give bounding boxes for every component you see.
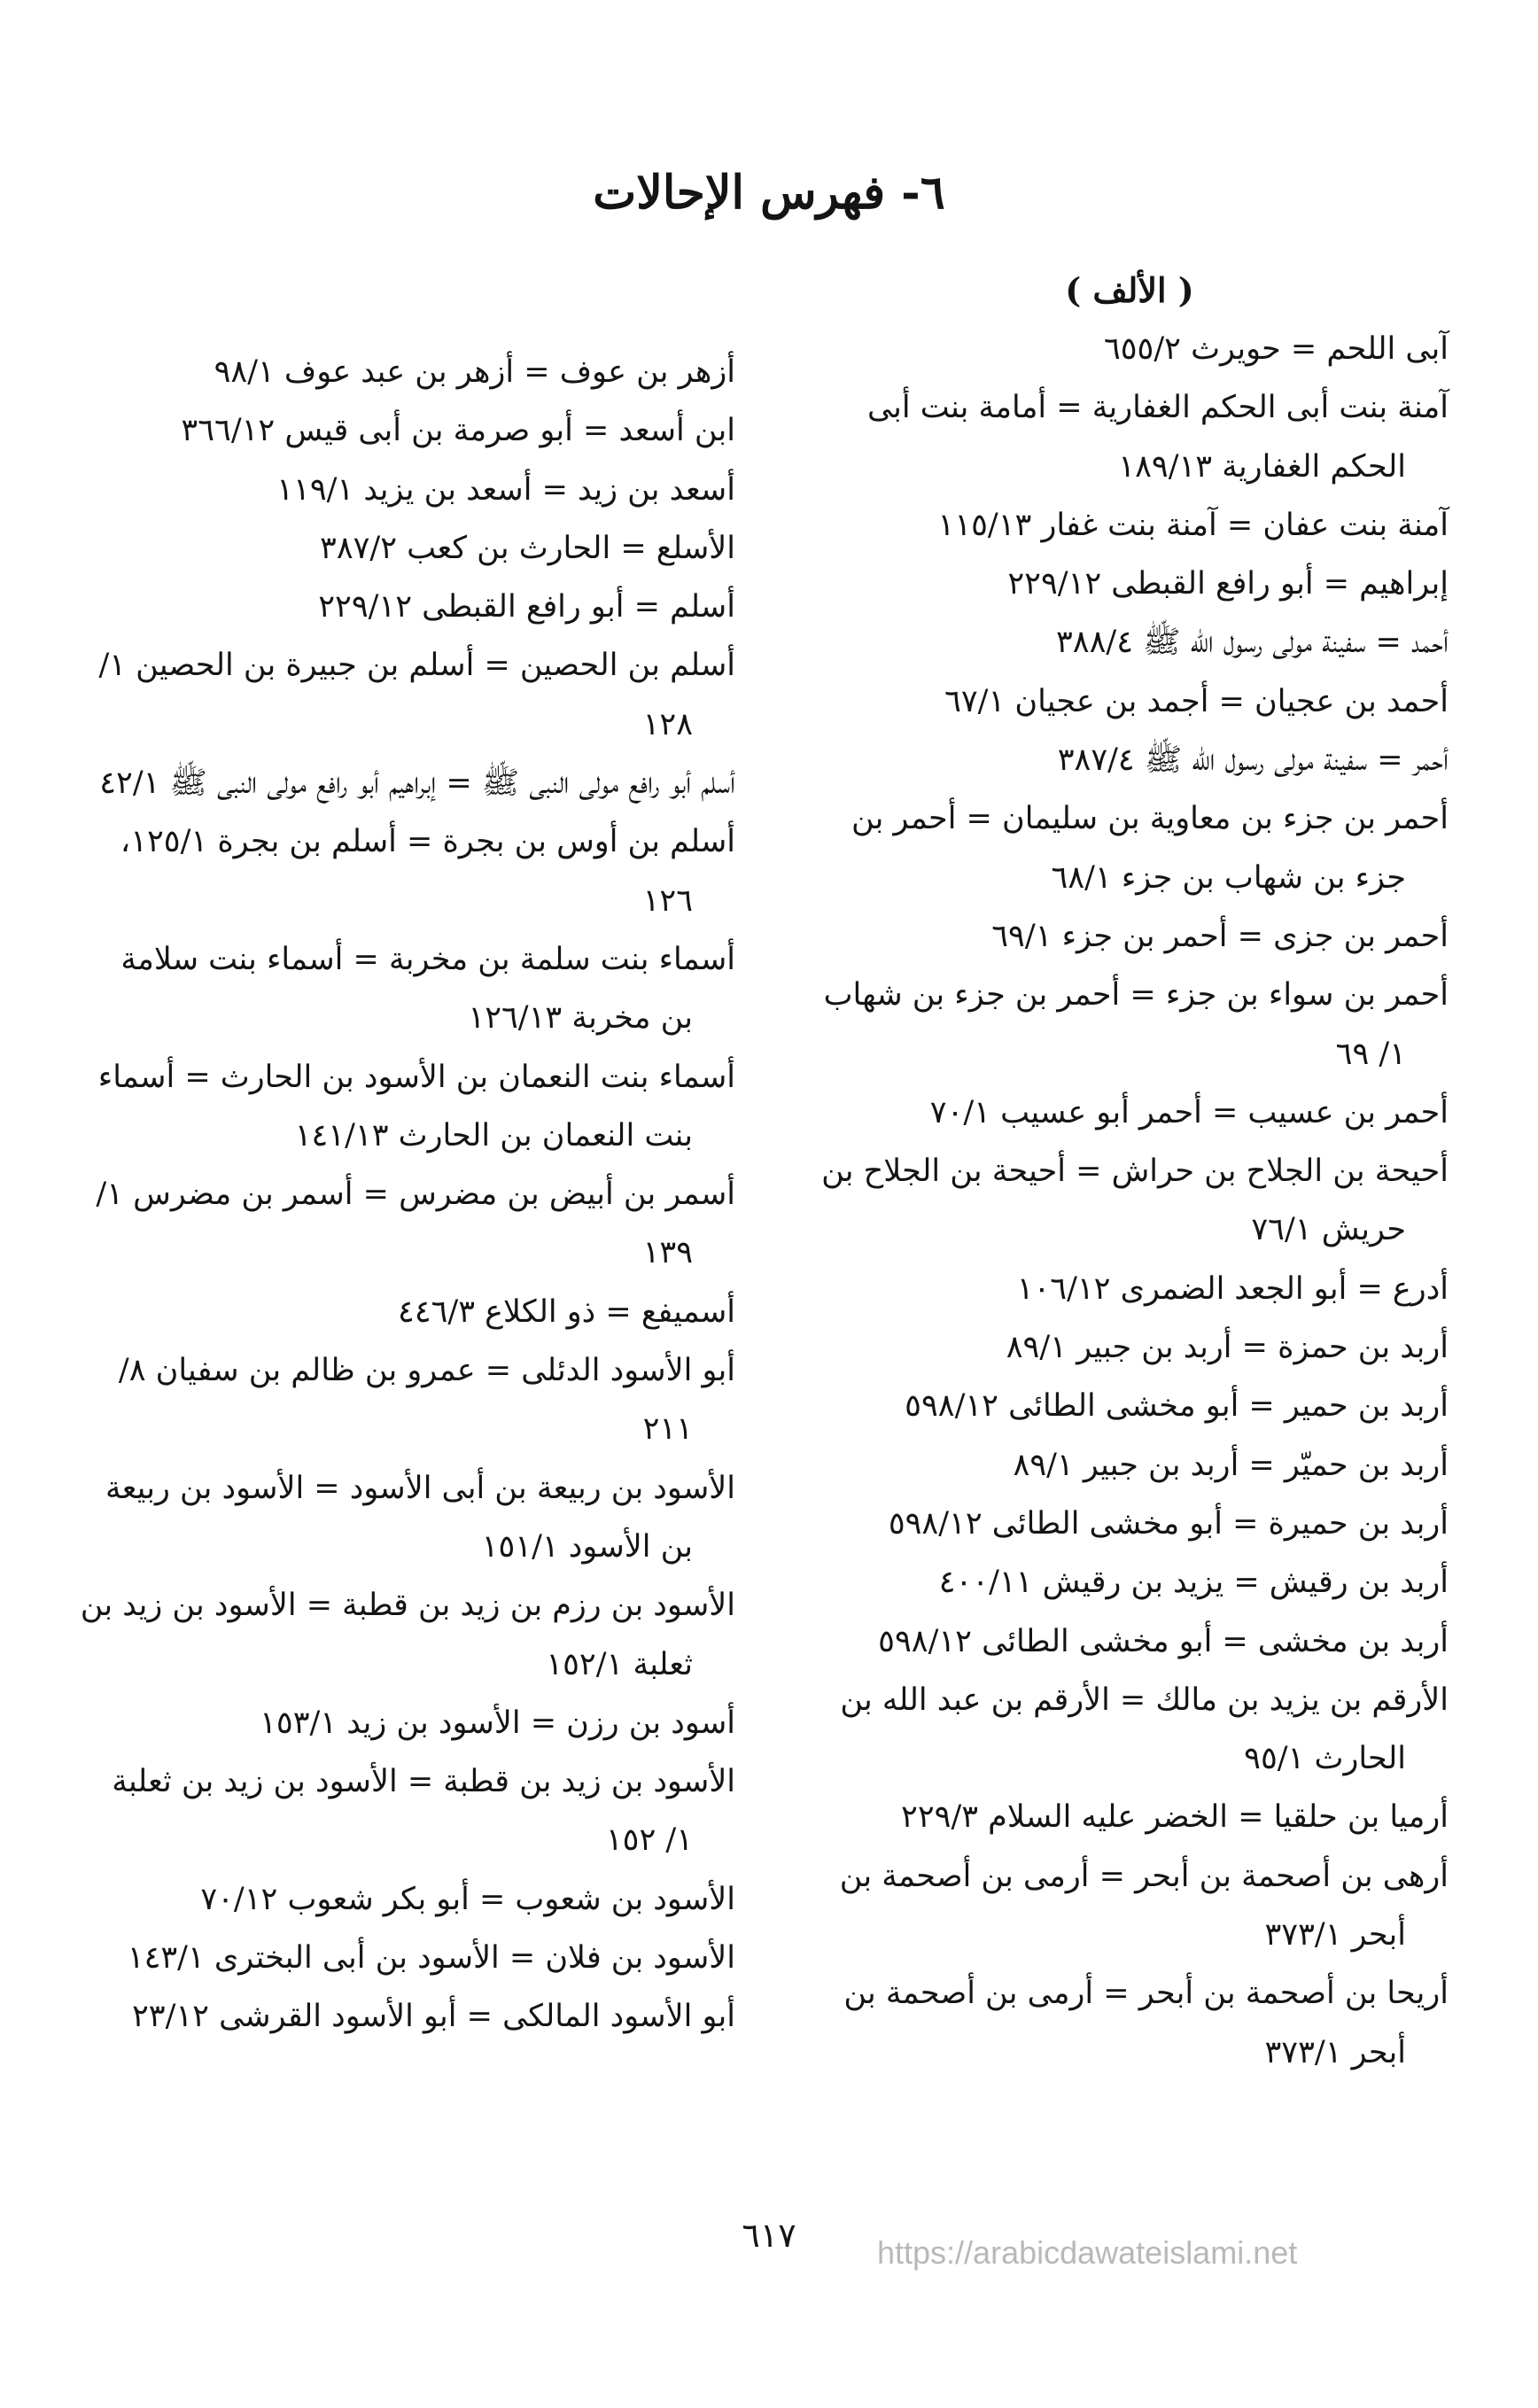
index-entry: أسميفع = ذو الكلاع ٤٤٦/٣ [398,1293,735,1330]
index-entry: أحمد بن عجيان = أجمد بن عجيان ٦٧/١ [944,683,1449,719]
index-entry: الأسلع = الحارث بن كعب ٣٨٧/٢ [320,530,735,566]
index-entry: أدرع = أبو الجعد الضمرى ١٠٦/١٢ [1016,1270,1449,1307]
index-entry: أحمر = سفينة مولى رسول الله ﷺ ٣٨٧/٤ [1057,742,1449,779]
index-entry: أحيحة بن الجلاح بن حراش = أحيحة بن الجلاح بن حريش ٧٦/١ [821,1154,1449,1248]
index-entry: آبى اللحم = حويرث ٦٥٥/٢ [1103,331,1449,367]
index-entry: أسلم أبو رافع مولى النبى ﷺ = إبراهيم أبو رافع مولى النبى ﷺ ٤٢/١ [99,765,735,802]
index-entry: أسود بن رزن = الأسود بن زيد ١٥٣/١ [260,1705,735,1741]
index-entry: أرهى بن أصحمة بن أبحر = أرمى بن أصحمة بن أبحر ٣٧٣/١ [839,1858,1449,1954]
index-entry: أريحا بن أصحمة بن أبحر = أرمى بن أصحمة بن أبحر ٣٧٣/١ [843,1976,1449,2070]
index-entry: أربد بن مخشى = أبو مخشى الطائى ٥٩٨/١٢ [878,1623,1449,1659]
index-entry: ابن أسعد = أبو صرمة بن أبى قيس ٣٦٦/١٢ [181,413,735,449]
index-entry: آمنة بنت عفان = آمنة بنت غفار ١١٥/١٣ [937,507,1449,543]
index-entry: الأسود بن رزم بن زيد بن قطبة = الأسود بن زيد بن ثعلبة ١٥٢/١ [80,1588,735,1682]
index-entry: أبو الأسود الدئلى = عمرو بن ظالم بن سفيان ٨/ ٢١١ [118,1353,735,1448]
index-entry: أسمر بن أبيض بن مضرس = أسمر بن مضرس ١/ ١٣٩ [96,1177,735,1271]
index-entry: أربد بن حميرة = أبو مخشى الطائى ٥٩٨/١٢ [888,1505,1449,1542]
index-entry: أحمد = سفينة مولى رسول الله ﷺ ٣٨٨/٤ [1056,625,1449,661]
index-entry: أحمر بن عسيب = أحمر أبو عسيب ٧٠/١ [929,1094,1449,1130]
index-entry: أسعد بن زيد = أسعد بن يزيد ١١٩/١ [276,471,735,508]
index-entry: أحمر بن جزى = أحمر بن جزء ٦٩/١ [991,918,1449,954]
index-column-left [80,343,735,2047]
index-entry: الأسود بن ربيعة بن أبى الأسود = الأسود بن ربيعة بن الأسود ١٥١/١ [105,1470,735,1565]
index-entry: أرميا بن حلقيا = الخضر عليه السلام ٢٢٩/٣ [901,1799,1449,1836]
index-entry: أربد بن حمير = أبو مخشى الطائى ٥٩٨/١٢ [905,1388,1449,1425]
page-title: ٦- فهرس الإحالات [593,166,945,220]
index-entry: أسلم = أبو رافع القبطى ٢٢٩/١٢ [318,589,735,625]
index-entry: أربد بن رقيش = يزيد بن رقيش ٤٠٠/١١ [938,1565,1449,1601]
index-column-right [793,261,1449,2082]
index-entry: أسماء بنت سلمة بن مخربة = أسماء بنت سلامة بن مخربة ١٢٦/١٣ [120,941,735,1037]
index-entry: الأرقم بن يزيد بن مالك = الأرقم بن عبد الله بن الحارث ٩٥/١ [840,1682,1449,1777]
index-entry: أسلم بن الحصين = أسلم بن جبيرة بن الحصين ١/ ١٢٨ [98,648,735,742]
index-entry: أسلم بن أوس بن بجرة = أسلم بن بجرة ١٢٥/١، ١٢٦ [120,824,735,919]
index-entry: أزهر بن عوف = أزهر بن عبد عوف ٩٨/١ [214,354,735,390]
section-heading: ( الألف ) [1065,270,1194,310]
index-entry: أربد بن حميّر = أربد بن جبير ٨٩/١ [1013,1447,1449,1483]
watermark-url: https://arabicdawateislami.net [877,2234,1298,2271]
index-entry: أبو الأسود المالكى = أبو الأسود القرشى ٢٣/١٢ [131,1999,735,2035]
index-entry: آمنة بنت أبى الحكم الغفارية = أمامة بنت أبى الحكم الغفارية ١٨٩/١٣ [866,390,1449,485]
index-entry: أحمر بن سواء بن جزء = أحمر بن جزء بن شهاب ١/ ٦٩ [823,977,1449,1072]
index-entry: إبراهيم = أبو رافع القبطى ٢٢٩/١٢ [1007,566,1449,602]
index-entry: الأسود بن زيد بن قطبة = الأسود بن زيد بن ثعلبة ١/ ١٥٢ [112,1764,735,1859]
index-entry: أحمر بن جزء بن معاوية بن سليمان = أحمر بن جزء بن شهاب بن جزء ٦٨/١ [851,801,1449,896]
page-number: ٦١٧ [742,2216,796,2255]
index-entry: الأسود بن فلان = الأسود بن أبى البخترى ١٤٣/١ [127,1940,735,1977]
index-entry: أربد بن حمزة = أربد بن جبير ٨٩/١ [1006,1330,1449,1366]
index-entry: أسماء بنت النعمان بن الأسود بن الحارث = أسماء بنت النعمان بن الحارث ١٤١/١٣ [97,1059,735,1154]
index-entry: الأسود بن شعوب = أبو بكر شعوب ٧٠/١٢ [200,1881,735,1917]
